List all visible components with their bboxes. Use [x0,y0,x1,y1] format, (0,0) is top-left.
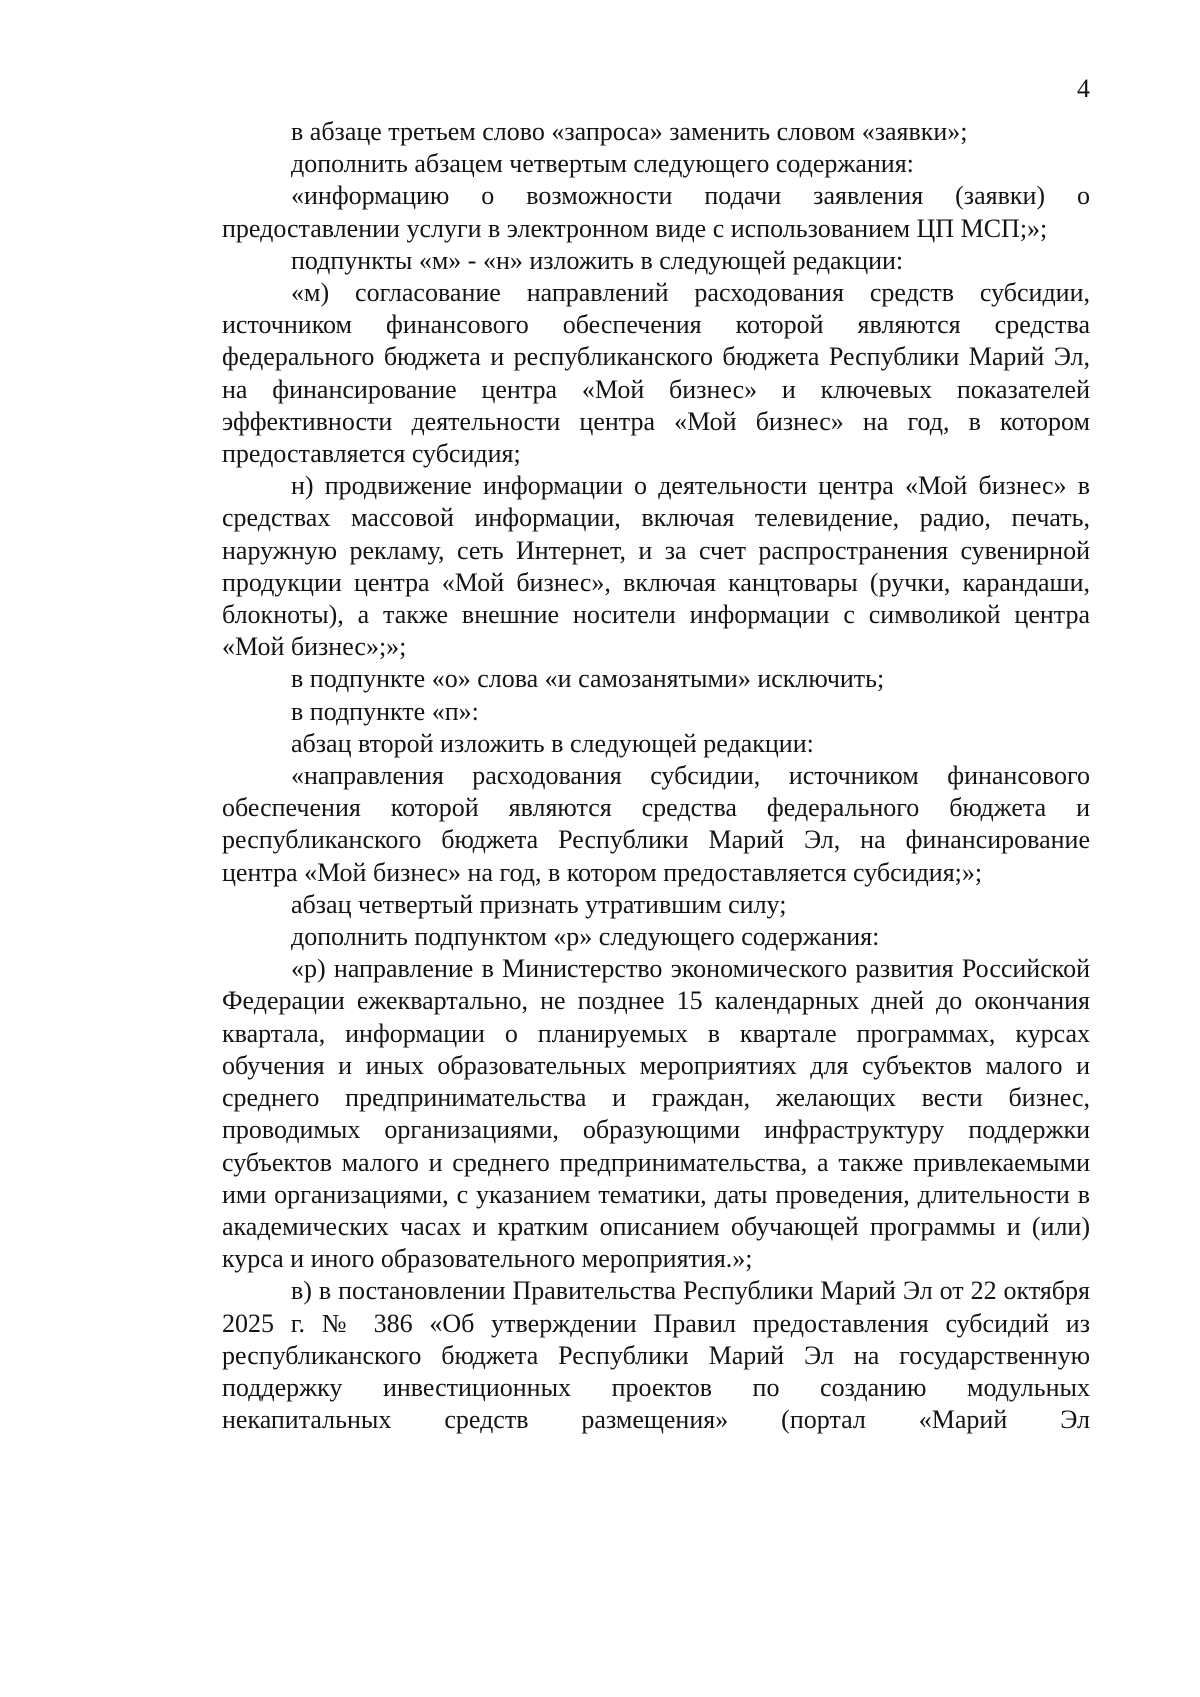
paragraph: «м) согласование направлений расходования средств субсидии, источником финансового обеспечения которой являются средства федерального бюджета и республиканского бюджета Республики Марий Эл, на финансирование центра «Мой бизнес» и ключевых показателей эффективности деятельности центра «Мой бизнес» на год, в котором предоставляется субсидия; [222,278,1090,469]
paragraph: «р) направление в Министерство экономического развития Российской Федерации ежеквартально, не позднее 15 календарных дней до окончания квартала, информации о планируемых в квартале программах, курсах обучения и иных образовательных мероприятиях для субъектов малого и среднего предпринимательства и граждан, желающих вести бизнес, проводимых организациями, образующими инфраструктуру поддержки субъектов малого и среднего предпринимательства, а также привлекаемыми ими организациями, с указанием тематики, даты проведения, длительности в академических часах и кратким описанием обучающей программы и (или) курса и иного образовательного мероприятия.»; [222,954,1090,1274]
paragraph: «направления расходования субсидии, источником финансового обеспечения которой являются средства федерального бюджета и республиканского бюджета Республики Марий Эл, на финансирование центра «Мой бизнес» на год, в котором предоставляется субсидия;»; [222,761,1090,887]
paragraph: абзац второй изложить в следующей редакции: [291,728,814,758]
paragraph: в подпункте «п»: [291,696,479,726]
paragraph: в подпункте «о» слова «и самозанятыми» исключить; [291,664,885,694]
page-number: 4 [1077,74,1090,103]
document-body [222,116,1090,1436]
paragraph: н) продвижение информации о деятельности центра «Мой бизнес» в средствах массовой информации, включая телевидение, радио, печать, наружную рекламу, сеть Интернет, и за счет распространения сувенирной продукции центра «Мой бизнес», включая канцтовары (ручки, карандаши, блокноты), а также внешние носители информации с символикой центра «Мой бизнес»;»; [222,471,1090,662]
paragraph: подпункты «м» - «н» изложить в следующей редакции: [291,245,904,275]
paragraph: в абзаце третьем слово «запроса» заменить словом «заявки»; [291,117,968,146]
paragraph: абзац четвертый признать утратившим силу; [291,889,787,919]
paragraph: дополнить абзацем четвертым следующего содержания: [291,149,914,179]
paragraph: «информацию о возможности подачи заявления (заявки) о предоставлении услуги в электронном виде с использованием ЦП МСП;»; [222,181,1090,243]
paragraph: дополнить подпунктом «р» следующего содержания: [291,922,880,952]
paragraph: в) в постановлении Правительства Республики Марий Эл от 22 октября 2025 г. № 386 «Об утверждении Правил предоставления субсидий из республиканского бюджета Республики Марий Эл на государственную поддержку инвестиционных проектов по созданию модульных некапитальных средств размещения» (портал «Марий Эл [222,1276,1090,1435]
